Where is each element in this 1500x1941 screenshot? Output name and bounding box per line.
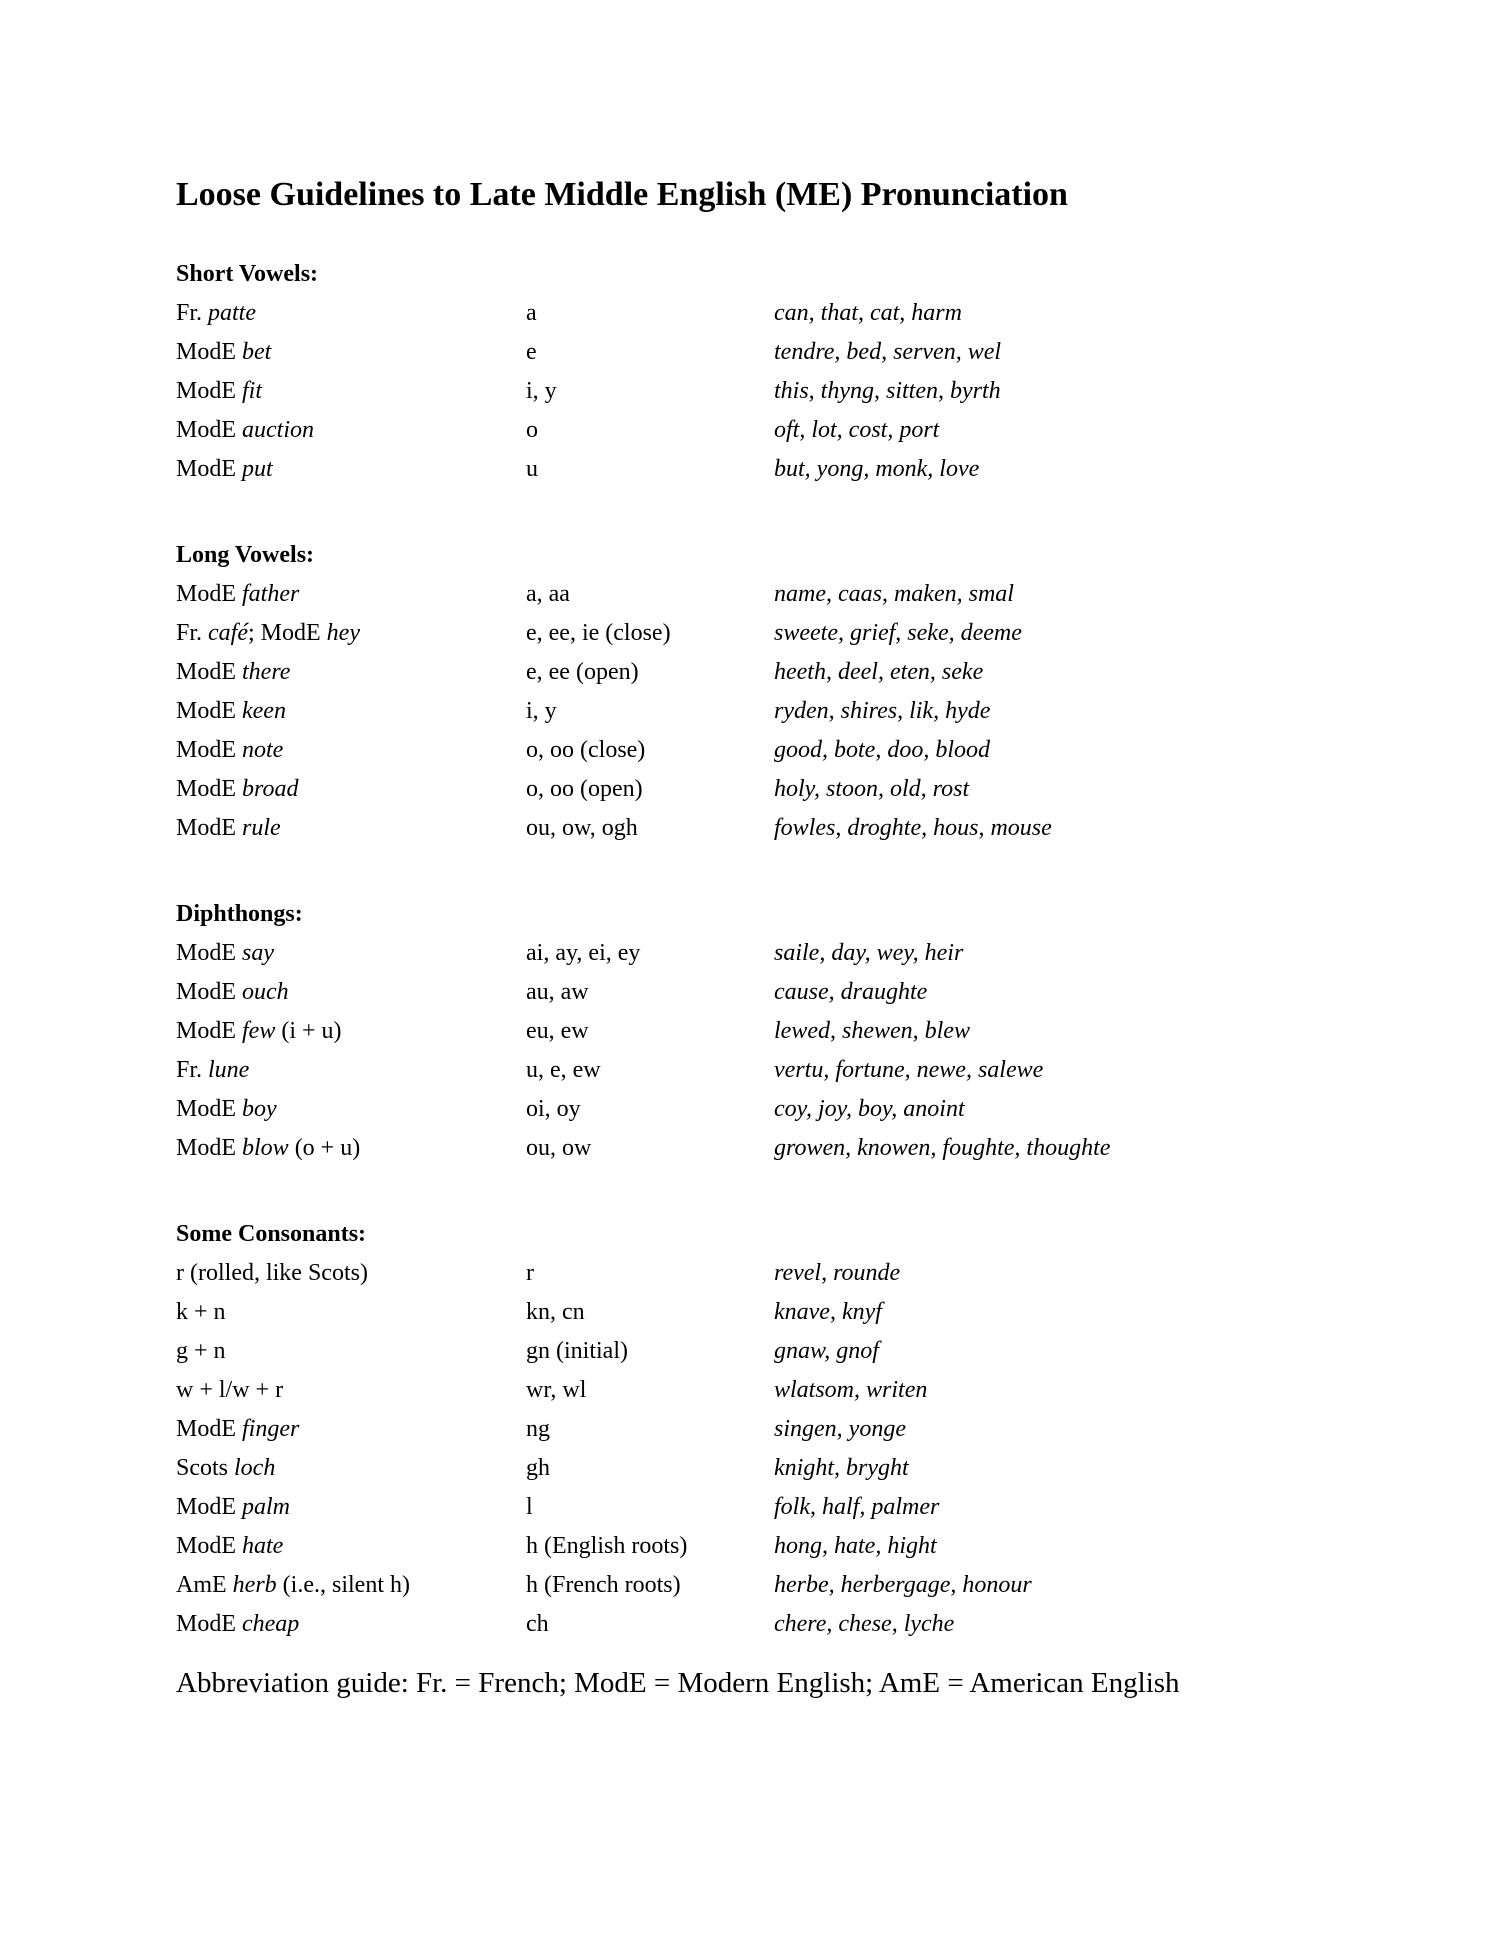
comparison-word: rule: [242, 815, 281, 841]
comparison-prefix: Fr.: [176, 620, 209, 646]
me-examples: fowles, droghte, hous, mouse: [774, 815, 1052, 841]
me-examples: name, caas, maken, smal: [774, 581, 1014, 607]
comparison-word: herb: [232, 1572, 277, 1598]
me-spelling: h (English roots): [526, 1533, 688, 1559]
comparison-word: put: [242, 456, 273, 482]
section-heading: Diphthongs:: [176, 901, 303, 927]
comparison-word: note: [242, 737, 284, 763]
table-row: [176, 1090, 1356, 1129]
comparison-word: few: [242, 1018, 276, 1044]
me-examples: hong, hate, hight: [774, 1533, 937, 1559]
me-spelling: o, oo (close): [526, 737, 646, 763]
me-examples: tendre, bed, serven, wel: [774, 339, 1002, 365]
me-examples: coy, joy, boy, anoint: [774, 1096, 965, 1122]
document-page: [176, 170, 1356, 1706]
abbreviation-guide: Abbreviation guide: Fr. = French; ModE = Modern English; AmE = American English: [176, 1667, 1180, 1699]
me-examples: wlatsom, writen: [774, 1377, 928, 1403]
comparison-prefix: ModE: [176, 1135, 242, 1161]
comparison-sound: [176, 1254, 526, 1293]
comparison-sound: [176, 1332, 526, 1371]
me-spelling: oi, oy: [526, 1096, 581, 1122]
me-spelling: a: [526, 300, 537, 326]
me-examples: this, thyng, sitten, byrth: [774, 378, 1001, 404]
comparison-sound: [176, 1129, 526, 1168]
comparison-sound: [176, 1012, 526, 1051]
comparison-sound: [176, 1090, 526, 1129]
table-row: [176, 575, 1356, 614]
comparison-prefix: ModE: [176, 378, 242, 404]
table-row: [176, 614, 1356, 653]
comparison-word: cheap: [242, 1611, 300, 1637]
comparison-prefix: k + n: [176, 1299, 226, 1325]
me-examples: holy, stoon, old, rost: [774, 776, 970, 802]
me-examples: knave, knyf: [774, 1299, 882, 1325]
me-spelling: ng: [526, 1416, 550, 1442]
me-examples: saile, day, wey, heir: [774, 940, 964, 966]
table-row: [176, 411, 1356, 450]
table-row: [176, 1371, 1356, 1410]
table-row: [176, 731, 1356, 770]
section-heading: Long Vowels:: [176, 542, 315, 568]
comparison-prefix: g + n: [176, 1338, 226, 1364]
comparison-word: bet: [242, 339, 272, 365]
me-spelling: i, y: [526, 378, 557, 404]
comparison-word: blow: [242, 1135, 289, 1161]
comparison-word: palm: [242, 1494, 290, 1520]
table-row: [176, 1449, 1356, 1488]
comparison-prefix: Scots: [176, 1455, 235, 1481]
comparison-prefix: ModE: [176, 940, 242, 966]
table-row: [176, 809, 1356, 848]
comparison-suffix: (i.e., silent h): [276, 1572, 410, 1598]
table-row: [176, 1051, 1356, 1090]
comparison-sound: [176, 934, 526, 973]
comparison-prefix: ModE: [176, 815, 242, 841]
me-spelling: ou, ow, ogh: [526, 815, 638, 841]
comparison-word: father: [242, 581, 300, 607]
me-examples: lewed, shewen, blew: [774, 1018, 970, 1044]
table-row: [176, 973, 1356, 1012]
comparison-suffix: (o + u): [288, 1135, 361, 1161]
table-row: [176, 653, 1356, 692]
comparison-word: loch: [234, 1455, 276, 1481]
comparison-word: broad: [242, 776, 299, 802]
comparison-prefix: ModE: [176, 1611, 242, 1637]
comparison-sound: [176, 653, 526, 692]
section-heading: Some Consonants:: [176, 1221, 367, 1247]
me-examples: herbe, herbergage, honour: [774, 1572, 1032, 1598]
me-spelling: gh: [526, 1455, 550, 1481]
me-spelling: o: [526, 417, 538, 443]
table-row: [176, 934, 1356, 973]
comparison-sound: [176, 731, 526, 770]
comparison-word: hey: [326, 620, 360, 646]
me-spelling: a, aa: [526, 581, 570, 607]
comparison-prefix: ModE: [176, 659, 242, 685]
comparison-prefix: Fr.: [176, 1057, 209, 1083]
me-examples: gnaw, gnof: [774, 1338, 879, 1364]
table-row: [176, 333, 1356, 372]
comparison-sound: [176, 450, 526, 489]
comparison-word: patte: [208, 300, 257, 326]
comparison-sound: [176, 333, 526, 372]
comparison-sound: [176, 692, 526, 731]
comparison-prefix: ModE: [176, 417, 242, 443]
comparison-prefix: ModE: [176, 581, 242, 607]
me-examples: good, bote, doo, blood: [774, 737, 990, 763]
comparison-sound: [176, 575, 526, 614]
comparison-sound: [176, 770, 526, 809]
me-spelling: u: [526, 456, 538, 482]
comparison-prefix: ModE: [176, 698, 242, 724]
comparison-prefix: w + l/w + r: [176, 1377, 284, 1403]
section: [176, 894, 1356, 1168]
comparison-sound: [176, 1527, 526, 1566]
table-row: [176, 372, 1356, 411]
comparison-word: auction: [242, 417, 314, 443]
comparison-sound: [176, 372, 526, 411]
me-spelling: i, y: [526, 698, 557, 724]
me-spelling: wr, wl: [526, 1377, 587, 1403]
me-spelling: ou, ow: [526, 1135, 592, 1161]
comparison-suffix: ; ModE: [248, 620, 327, 646]
me-spelling: h (French roots): [526, 1572, 681, 1598]
comparison-sound: [176, 294, 526, 333]
comparison-word: lune: [208, 1057, 250, 1083]
comparison-sound: [176, 1566, 526, 1605]
me-spelling: o, oo (open): [526, 776, 643, 802]
table-row: [176, 450, 1356, 489]
comparison-sound: [176, 614, 526, 653]
comparison-prefix: ModE: [176, 1494, 242, 1520]
me-spelling: e, ee, ie (close): [526, 620, 671, 646]
comparison-prefix: Fr.: [176, 300, 209, 326]
comparison-sound: [176, 1488, 526, 1527]
table-row: [176, 770, 1356, 809]
comparison-prefix: ModE: [176, 339, 242, 365]
me-spelling: r: [526, 1260, 534, 1286]
comparison-sound: [176, 1051, 526, 1090]
me-examples: cause, draughte: [774, 979, 928, 1005]
table-row: [176, 1566, 1356, 1605]
me-examples: vertu, fortune, newe, salewe: [774, 1057, 1044, 1083]
me-spelling: kn, cn: [526, 1299, 585, 1325]
comparison-word: café: [208, 620, 248, 646]
me-examples: can, that, cat, harm: [774, 300, 962, 326]
table-row: [176, 1605, 1356, 1644]
comparison-sound: [176, 411, 526, 450]
comparison-word: say: [242, 940, 274, 966]
section-heading: Short Vowels:: [176, 261, 319, 287]
comparison-word: ouch: [242, 979, 289, 1005]
me-spelling: gn (initial): [526, 1338, 628, 1364]
table-row: [176, 1332, 1356, 1371]
comparison-prefix: ModE: [176, 1018, 242, 1044]
me-examples: knight, bryght: [774, 1455, 909, 1481]
comparison-prefix: ModE: [176, 1416, 242, 1442]
comparison-word: boy: [242, 1096, 277, 1122]
me-examples: heeth, deel, eten, seke: [774, 659, 984, 685]
comparison-prefix: ModE: [176, 456, 242, 482]
comparison-prefix: r (rolled, like Scots): [176, 1260, 368, 1286]
me-examples: singen, yonge: [774, 1416, 906, 1442]
comparison-prefix: ModE: [176, 737, 242, 763]
comparison-sound: [176, 1293, 526, 1332]
table-row: [176, 1012, 1356, 1051]
comparison-word: keen: [242, 698, 286, 724]
me-spelling: au, aw: [526, 979, 589, 1005]
page-title: Loose Guidelines to Late Middle English (ME) Pronunciation: [176, 176, 1068, 213]
sections-container: [176, 254, 1356, 1644]
me-examples: chere, chese, lyche: [774, 1611, 955, 1637]
table-row: [176, 1488, 1356, 1527]
comparison-word: hate: [242, 1533, 284, 1559]
table-row: [176, 1410, 1356, 1449]
me-spelling: ch: [526, 1611, 549, 1637]
me-spelling: l: [526, 1494, 533, 1520]
section: [176, 1214, 1356, 1644]
comparison-prefix: ModE: [176, 1096, 242, 1122]
me-spelling: e: [526, 339, 537, 365]
me-spelling: u, e, ew: [526, 1057, 601, 1083]
me-examples: revel, rounde: [774, 1260, 901, 1286]
comparison-sound: [176, 1371, 526, 1410]
me-examples: sweete, grief, seke, deeme: [774, 620, 1022, 646]
table-row: [176, 1293, 1356, 1332]
comparison-prefix: AmE: [176, 1572, 233, 1598]
me-spelling: ai, ay, ei, ey: [526, 940, 641, 966]
table-row: [176, 1254, 1356, 1293]
section: [176, 535, 1356, 848]
comparison-prefix: ModE: [176, 776, 242, 802]
section: [176, 254, 1356, 489]
me-spelling: eu, ew: [526, 1018, 589, 1044]
comparison-prefix: ModE: [176, 979, 242, 1005]
comparison-prefix: ModE: [176, 1533, 242, 1559]
me-examples: but, yong, monk, love: [774, 456, 980, 482]
me-examples: folk, half, palmer: [774, 1494, 940, 1520]
comparison-sound: [176, 809, 526, 848]
comparison-word: fit: [242, 378, 263, 404]
comparison-sound: [176, 1410, 526, 1449]
comparison-suffix: (i + u): [275, 1018, 342, 1044]
me-examples: oft, lot, cost, port: [774, 417, 940, 443]
comparison-word: finger: [242, 1416, 300, 1442]
me-examples: growen, knowen, foughte, thoughte: [774, 1135, 1111, 1161]
table-row: [176, 1527, 1356, 1566]
table-row: [176, 1129, 1356, 1168]
comparison-word: there: [242, 659, 291, 685]
comparison-sound: [176, 973, 526, 1012]
table-row: [176, 294, 1356, 333]
me-examples: ryden, shires, lik, hyde: [774, 698, 991, 724]
comparison-sound: [176, 1449, 526, 1488]
comparison-sound: [176, 1605, 526, 1644]
table-row: [176, 692, 1356, 731]
me-spelling: e, ee (open): [526, 659, 639, 685]
